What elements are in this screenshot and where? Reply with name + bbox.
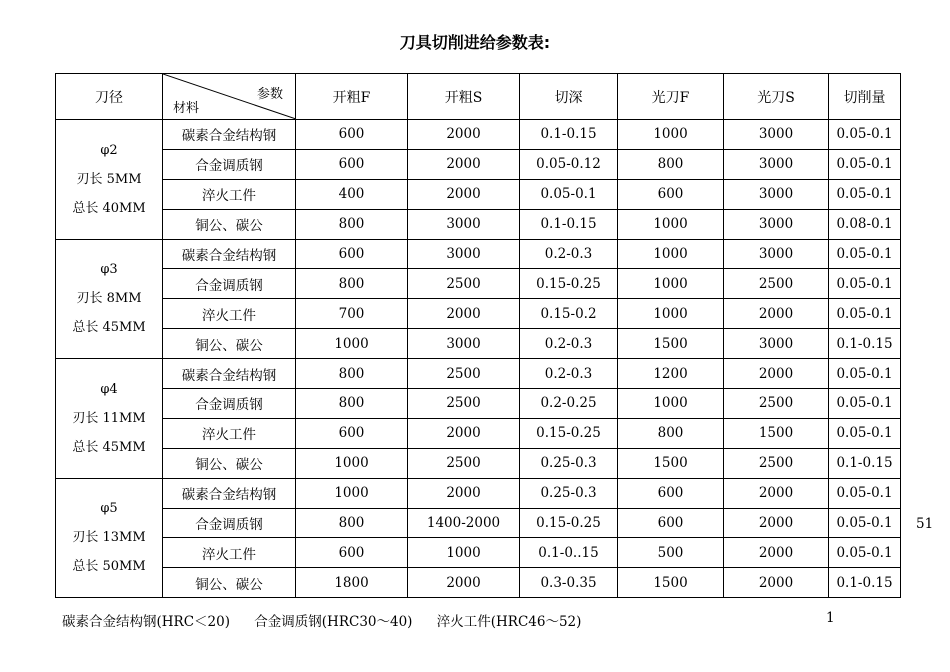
value-cell-cut-amount: 0.05-0.1 — [829, 179, 901, 209]
value-cell-finish-feed: 800 — [618, 418, 724, 448]
table-row — [56, 389, 901, 419]
value-cell-finish-speed: 3000 — [724, 239, 829, 269]
value-cell-depth: 0.25-0.3 — [520, 478, 618, 508]
tool-size-line: 刃长 11MM — [72, 410, 146, 426]
value-cell-rough-speed: 2500 — [408, 359, 520, 389]
value-cell-finish-speed: 2500 — [724, 269, 829, 299]
value-cell-depth: 0.05-0.1 — [520, 179, 618, 209]
value-cell-depth: 0.1-0.15 — [520, 120, 618, 150]
material-cell: 碳素合金结构钢 — [163, 120, 296, 150]
value-cell-rough-feed: 600 — [296, 538, 408, 568]
value-cell-finish-feed: 1000 — [618, 299, 724, 329]
header-finish-feed: 光刀F — [618, 74, 724, 120]
value-cell-depth: 0.25-0.3 — [520, 448, 618, 478]
value-cell-finish-speed: 2000 — [724, 478, 829, 508]
value-cell-finish-feed: 600 — [618, 179, 724, 209]
value-cell-finish-speed: 2500 — [724, 448, 829, 478]
footnote-tempered-steel: 合金调质钢(HRC30～40) — [254, 614, 413, 630]
table-row — [56, 269, 901, 299]
table-row — [56, 568, 901, 598]
value-cell-finish-feed: 1000 — [618, 239, 724, 269]
value-cell-rough-feed: 800 — [296, 389, 408, 419]
table-row — [56, 299, 901, 329]
material-cell: 碳素合金结构钢 — [163, 239, 296, 269]
header-diameter: 刀径 — [56, 74, 163, 120]
tool-size-line: 总长 45MM — [72, 320, 146, 336]
value-cell-cut-amount: 0.05-0.1 — [829, 389, 901, 419]
value-cell-rough-speed: 2000 — [408, 478, 520, 508]
header-depth: 切深 — [520, 74, 618, 120]
material-cell: 淬火工件 — [163, 179, 296, 209]
header-rough-speed: 开粗S — [408, 74, 520, 120]
tool-size-cell — [56, 478, 163, 598]
table-row — [56, 508, 901, 538]
value-cell-rough-speed: 1400-2000 — [408, 508, 520, 538]
value-cell-finish-speed: 2000 — [724, 568, 829, 598]
material-cell: 合金调质钢 — [163, 149, 296, 179]
value-cell-finish-speed: 2000 — [724, 359, 829, 389]
value-cell-rough-feed: 1000 — [296, 448, 408, 478]
material-cell: 铜公、碳公 — [163, 209, 296, 239]
value-cell-finish-feed: 1000 — [618, 389, 724, 419]
header-row — [56, 74, 901, 120]
footnote-hardened-part: 淬火工件(HRC46～52) — [436, 614, 582, 630]
value-cell-rough-feed: 400 — [296, 179, 408, 209]
table-row — [56, 209, 901, 239]
value-cell-finish-speed: 2000 — [724, 538, 829, 568]
value-cell-cut-amount: 0.05-0.1 — [829, 269, 901, 299]
material-cell: 碳素合金结构钢 — [163, 359, 296, 389]
value-cell-rough-feed: 600 — [296, 239, 408, 269]
page-number: 1 — [826, 610, 835, 626]
header-material-label: 材料 — [173, 101, 200, 116]
material-cell: 铜公、碳公 — [163, 329, 296, 359]
material-cell: 铜公、碳公 — [163, 448, 296, 478]
table-row — [56, 120, 901, 150]
table-row — [56, 329, 901, 359]
value-cell-finish-speed: 3000 — [724, 120, 829, 150]
side-number: 51 — [916, 516, 934, 532]
value-cell-rough-feed: 600 — [296, 418, 408, 448]
value-cell-rough-speed: 2000 — [408, 568, 520, 598]
table-body — [56, 74, 901, 598]
value-cell-cut-amount: 0.08-0.1 — [829, 209, 901, 239]
value-cell-cut-amount: 0.05-0.1 — [829, 120, 901, 150]
page-title: 刀具切削进给参数表: — [399, 33, 551, 52]
material-cell: 淬火工件 — [163, 538, 296, 568]
value-cell-finish-feed: 600 — [618, 508, 724, 538]
value-cell-depth: 0.2-0.25 — [520, 389, 618, 419]
value-cell-finish-speed: 1500 — [724, 418, 829, 448]
value-cell-depth: 0.2-0.3 — [520, 239, 618, 269]
value-cell-rough-speed: 2000 — [408, 179, 520, 209]
value-cell-cut-amount: 0.05-0.1 — [829, 538, 901, 568]
value-cell-finish-speed: 3000 — [724, 329, 829, 359]
tool-size-line: 刃长 8MM — [76, 291, 142, 307]
value-cell-depth: 0.15-0.25 — [520, 508, 618, 538]
table-row — [56, 448, 901, 478]
value-cell-cut-amount: 0.1-0.15 — [829, 568, 901, 598]
value-cell-finish-speed: 3000 — [724, 209, 829, 239]
value-cell-finish-speed: 2000 — [724, 508, 829, 538]
value-cell-rough-speed: 2000 — [408, 149, 520, 179]
value-cell-rough-speed: 2000 — [408, 299, 520, 329]
value-cell-cut-amount: 0.05-0.1 — [829, 239, 901, 269]
value-cell-rough-speed: 2500 — [408, 448, 520, 478]
value-cell-finish-feed: 1200 — [618, 359, 724, 389]
hardness-footnote — [62, 610, 601, 630]
tool-size-line: φ2 — [100, 142, 118, 158]
value-cell-finish-feed: 800 — [618, 149, 724, 179]
value-cell-depth: 0.1-0.15 — [520, 209, 618, 239]
tool-size-cell — [56, 239, 163, 359]
value-cell-depth: 0.3-0.35 — [520, 568, 618, 598]
tool-size-line: 刃长 13MM — [72, 530, 146, 546]
material-cell: 合金调质钢 — [163, 269, 296, 299]
value-cell-rough-feed: 700 — [296, 299, 408, 329]
value-cell-depth: 0.2-0.3 — [520, 329, 618, 359]
value-cell-cut-amount: 0.05-0.1 — [829, 299, 901, 329]
table-row — [56, 359, 901, 389]
value-cell-rough-speed: 1000 — [408, 538, 520, 568]
material-cell: 合金调质钢 — [163, 508, 296, 538]
material-cell: 淬火工件 — [163, 299, 296, 329]
value-cell-finish-speed: 2000 — [724, 299, 829, 329]
value-cell-rough-speed: 2500 — [408, 269, 520, 299]
tool-size-line: 总长 40MM — [72, 200, 146, 216]
value-cell-depth: 0.15-0.2 — [520, 299, 618, 329]
value-cell-finish-feed: 600 — [618, 478, 724, 508]
value-cell-finish-speed: 3000 — [724, 179, 829, 209]
footnote-carbon-steel: 碳素合金结构钢(HRC＜20) — [62, 614, 230, 630]
value-cell-finish-feed: 1000 — [618, 269, 724, 299]
table-row — [56, 179, 901, 209]
value-cell-rough-speed: 3000 — [408, 329, 520, 359]
value-cell-finish-feed: 500 — [618, 538, 724, 568]
header-finish-speed: 光刀S — [724, 74, 829, 120]
value-cell-depth: 0.15-0.25 — [520, 418, 618, 448]
header-rough-feed: 开粗F — [296, 74, 408, 120]
value-cell-rough-feed: 600 — [296, 149, 408, 179]
value-cell-finish-speed: 2500 — [724, 389, 829, 419]
value-cell-rough-speed: 3000 — [408, 239, 520, 269]
value-cell-rough-feed: 1000 — [296, 329, 408, 359]
value-cell-depth: 0.2-0.3 — [520, 359, 618, 389]
tool-size-line: φ3 — [100, 262, 118, 278]
tool-size-line: φ4 — [100, 381, 118, 397]
value-cell-cut-amount: 0.05-0.1 — [829, 418, 901, 448]
value-cell-cut-amount: 0.1-0.15 — [829, 329, 901, 359]
cutting-parameters-table — [55, 73, 901, 598]
tool-size-cell — [56, 120, 163, 240]
material-cell: 铜公、碳公 — [163, 568, 296, 598]
material-cell: 淬火工件 — [163, 418, 296, 448]
header-parameter-label: 参数 — [256, 87, 283, 102]
table-row — [56, 478, 901, 508]
table-row — [56, 149, 901, 179]
value-cell-rough-feed: 1000 — [296, 478, 408, 508]
value-cell-rough-feed: 800 — [296, 269, 408, 299]
value-cell-finish-feed: 1500 — [618, 448, 724, 478]
material-cell: 碳素合金结构钢 — [163, 478, 296, 508]
value-cell-rough-feed: 800 — [296, 508, 408, 538]
value-cell-rough-feed: 800 — [296, 209, 408, 239]
value-cell-rough-feed: 600 — [296, 120, 408, 150]
tool-size-cell — [56, 359, 163, 479]
value-cell-cut-amount: 0.05-0.1 — [829, 359, 901, 389]
value-cell-cut-amount: 0.05-0.1 — [829, 149, 901, 179]
header-cut-amount: 切削量 — [829, 74, 901, 120]
value-cell-depth: 0.05-0.12 — [520, 149, 618, 179]
tool-size-line: 总长 50MM — [72, 559, 146, 575]
material-cell: 合金调质钢 — [163, 389, 296, 419]
value-cell-finish-feed: 1500 — [618, 329, 724, 359]
value-cell-depth: 0.15-0.25 — [520, 269, 618, 299]
value-cell-rough-feed: 1800 — [296, 568, 408, 598]
value-cell-finish-speed: 3000 — [724, 149, 829, 179]
header-diagonal-cell — [163, 74, 296, 120]
table-row — [56, 538, 901, 568]
tool-size-line: 总长 45MM — [72, 439, 146, 455]
tool-size-line: 刃长 5MM — [76, 171, 142, 187]
tool-size-line: φ5 — [100, 501, 118, 517]
value-cell-cut-amount: 0.05-0.1 — [829, 478, 901, 508]
value-cell-rough-speed: 3000 — [408, 209, 520, 239]
value-cell-finish-feed: 1000 — [618, 209, 724, 239]
value-cell-rough-feed: 800 — [296, 359, 408, 389]
table-row — [56, 418, 901, 448]
value-cell-cut-amount: 0.1-0.15 — [829, 448, 901, 478]
value-cell-cut-amount: 0.05-0.1 — [829, 508, 901, 538]
value-cell-rough-speed: 2500 — [408, 389, 520, 419]
value-cell-rough-speed: 2000 — [408, 120, 520, 150]
value-cell-rough-speed: 2000 — [408, 418, 520, 448]
value-cell-finish-feed: 1000 — [618, 120, 724, 150]
value-cell-finish-feed: 1500 — [618, 568, 724, 598]
table-row — [56, 239, 901, 269]
value-cell-depth: 0.1-0..15 — [520, 538, 618, 568]
